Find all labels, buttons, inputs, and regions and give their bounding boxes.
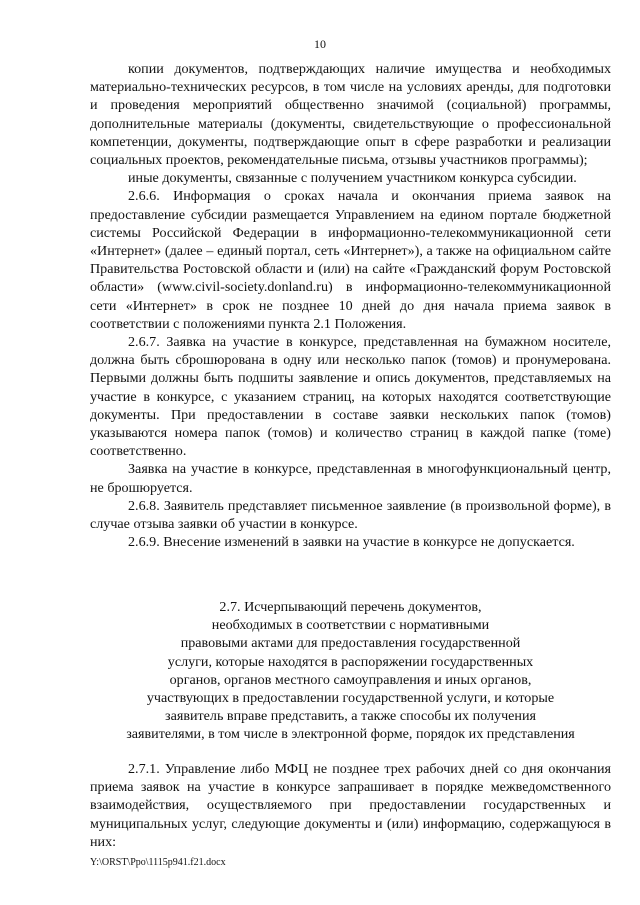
footer-file-path: Y:\ORST\Ppo\1115p941.f21.docx — [90, 857, 226, 868]
heading-line: 2.7. Исчерпывающий перечень документов, — [219, 599, 482, 615]
paragraph-2-6-6: 2.6.6. Информация о сроках начала и окончания приема заявок на предоставление субсидии размещается Управлением на едином портале бюджетной системы Российской Федерации в информационно-телекоммуникационной сети «Интернет» (далее – единый портал, сеть «Интернет»), а также на официальном сайте Правительства Ростовской области и (или) на сайте «Гражданский форум Ростовской области» (www.civil-society.donland.ru) в информационно-телекоммуникационной сети «Интернет» в срок не позднее 10 дней до дня начала приема заявок в соответствии с положениями пункта 2.1 Положения. — [90, 188, 611, 332]
paragraph: копии документов, подтверждающих наличие имущества и необходимых материально-технических ресурсов, в том числе на условиях аренды, для подготовки и проведения мероприятий общественно значимой (социальной) программы, дополнительные материалы (документы, свидетельствующие о профессиональной компетенции, документы, подтверждающие опыт в сфере разработки и реализации социальных проектов, рекомендательные письма, отзывы участников программы); — [90, 61, 611, 169]
heading-line: правовыми актами для предоставления государственной — [180, 635, 521, 652]
heading-line: заявителями, в том числе в электронной форме, порядок их представления — [126, 726, 575, 743]
section-heading-2-7 — [90, 598, 611, 744]
paragraph: иные документы, связанные с получением участником конкурса субсидии. — [128, 170, 577, 187]
page-number: 10 — [314, 37, 326, 51]
paragraph-2-6-9: 2.6.9. Внесение изменений в заявки на участие в конкурсе не допускается. — [128, 534, 575, 551]
paragraph: Заявка на участие в конкурсе, представленная в многофункциональный центр, не брошюруется. — [90, 461, 611, 496]
heading-line: участвующих в предоставлении государственной услуги, и которые — [146, 690, 555, 707]
heading-line: заявитель вправе представить, а также способы их получения — [165, 708, 536, 725]
heading-line: услуги, которые находятся в распоряжении государственных — [167, 653, 534, 670]
paragraph-2-6-8: 2.6.8. Заявитель представляет письменное заявление (в произвольной форме), в случае отзыва заявки об участии в конкурсе. — [90, 497, 611, 533]
paragraph-2-6-7: 2.6.7. Заявка на участие в конкурсе, представленная на бумажном носителе, должна быть сброшюрована в одну или несколько папок (томов) и пронумерована. Первыми должны быть подшиты заявление и опись документов, представляемых на участие в конкурсе, с указанием страниц, на которых находятся соответствующие документы. При предоставлении в составе заявки нескольких папок (томов) указываются номера папок (томов) и количество страниц в каждой папке (томе) соответственно. — [90, 334, 611, 460]
body-text — [90, 60, 611, 551]
heading-line: органов, органов местного самоуправления и иных органов, — [169, 671, 532, 688]
heading-line: необходимых в соответствии с нормативными — [211, 617, 490, 634]
paragraph-2-7-1: 2.7.1. Управление либо МФЦ не позднее трех рабочих дней со дня окончания приема заявок на участие в конкурсе запрашивает в порядке межведомственного взаимодействия, осуществляемого при предоставлении государственных и муниципальных услуг, следующие документы и (или) информацию, содержащуюся в них: — [90, 761, 611, 850]
